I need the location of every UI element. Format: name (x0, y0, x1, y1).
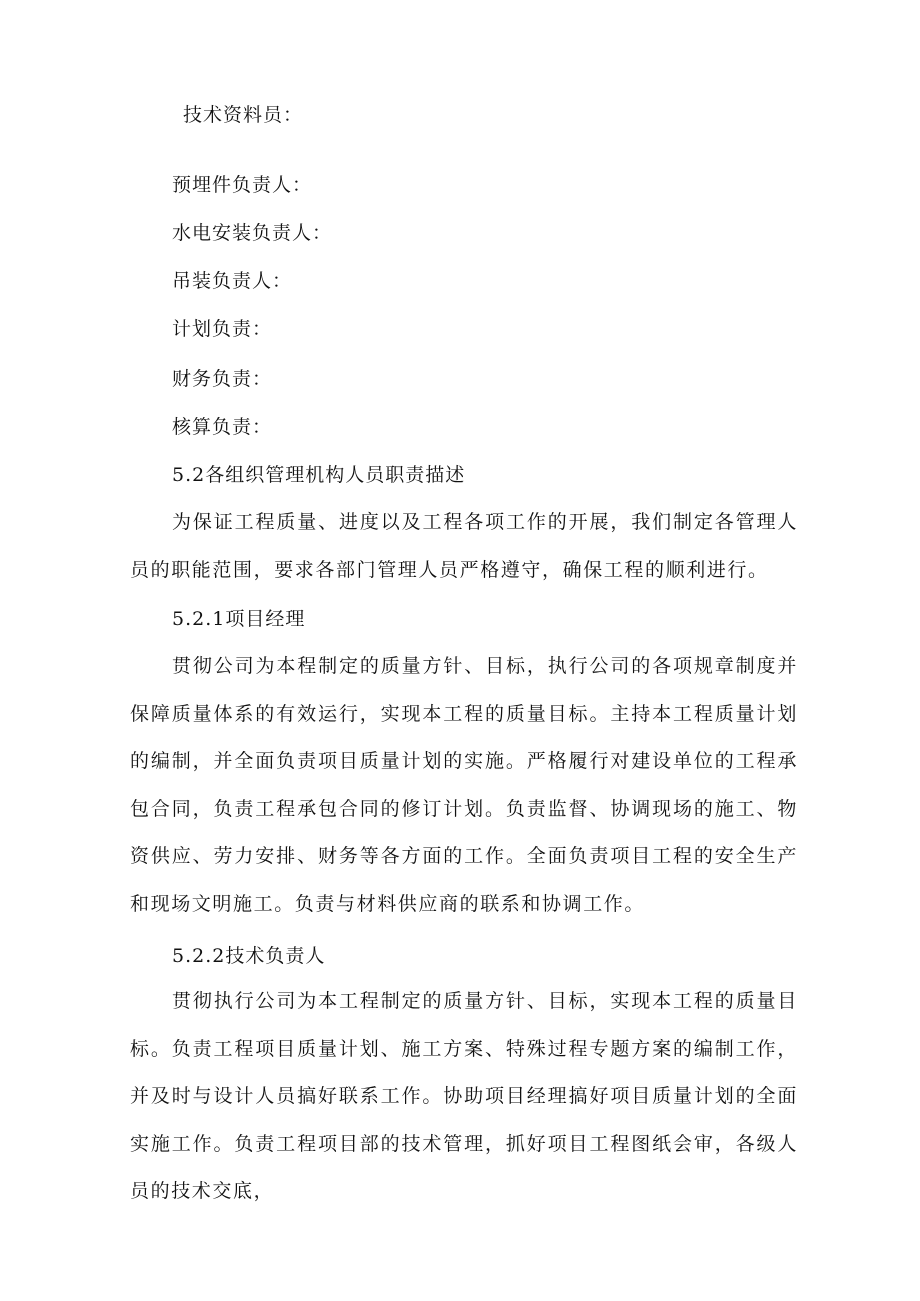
role-finance: 财务负责： (172, 368, 273, 390)
role-embedded-parts: 预埋件负责人： (172, 174, 313, 196)
role-tech-data: 技术资料员： (183, 104, 304, 126)
role-accounting: 核算负责： (172, 416, 273, 438)
section-5-2-2-body: 贯彻执行公司为本工程制定的质量方针、目标，实现本工程的质量目标。负责工程项目质量计划、施工方案、特殊过程专题方案的编制工作，并及时与设计人员搞好联系工作。协助项目经理搞好项目质量计划的全面实施工作。负责工程项目部的技术管理，抓好项目工程图纸会审，各级人员的技术交底， (130, 990, 798, 1202)
section-5-2-2-heading: 5.2.2技术负责人 (172, 945, 326, 967)
role-planning: 计划负责： (172, 318, 273, 340)
role-hoisting: 吊装负责人： (172, 270, 293, 292)
section-5-2-1-heading: 5.2.1项目经理 (172, 608, 306, 630)
role-water-electric: 水电安装负责人： (172, 222, 333, 244)
section-5-2-heading: 5.2各组织管理机构人员职责描述 (172, 464, 466, 486)
section-5-2-1-body: 贯彻公司为本程制定的质量方针、目标，执行公司的各项规章制度并保障质量体系的有效运行，实现本工程的质量目标。主持本工程质量计划的编制，并全面负责项目质量计划的实施。严格履行对建设单位的工程承包合同，负责工程承包合同的修订计划。负责监督、协调现场的施工、物资供应、劳力安排、财务等各方面的工作。全面负责项目工程的安全生产和现场文明施工。负责与材料供应商的联系和协调工作。 (130, 655, 798, 915)
section-5-2-intro: 为保证工程质量、进度以及工程各项工作的开展，我们制定各管理人员的职能范围，要求各部门管理人员严格遵守，确保工程的顺利进行。 (130, 511, 798, 581)
